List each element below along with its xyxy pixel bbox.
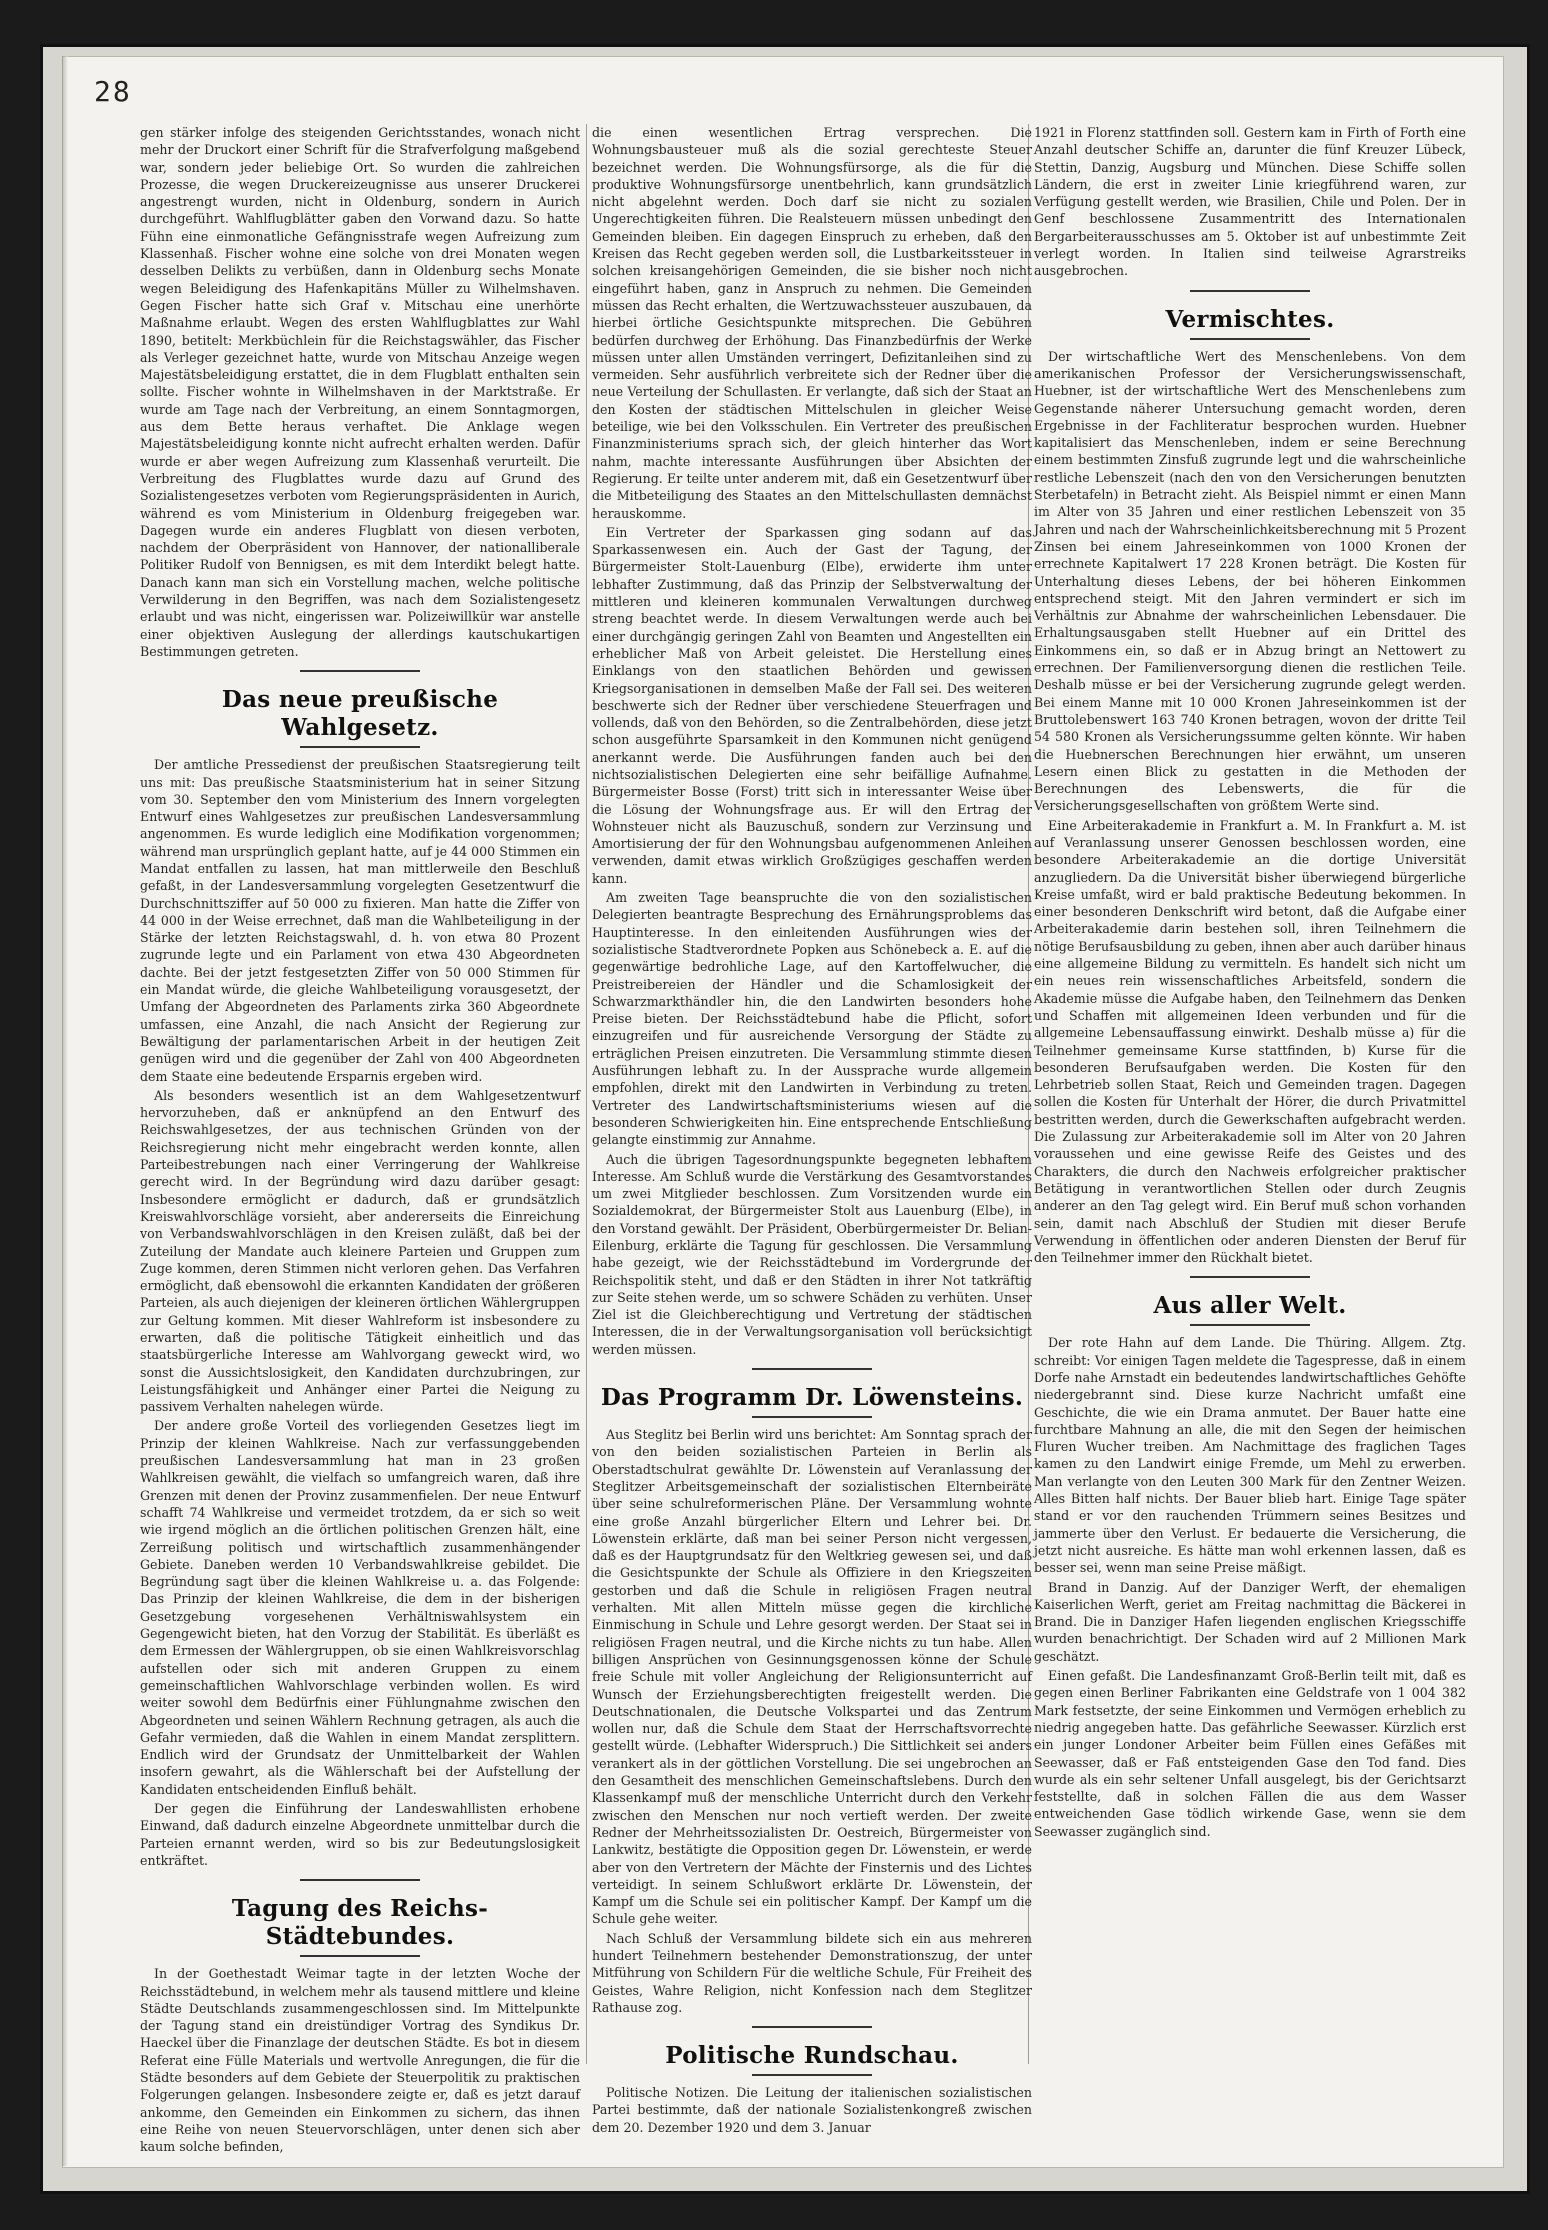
article-paragraph: Einen gefaßt. Die Landesfinanzamt Groß-Berlin teilt mit, daß es gegen einen Berliner Fabrikanten eine Geldstrafe von 1 004 382 Mark festsetzte, der seine Einkommen und Vermögen erheblich zu niedrig angegeben hatte. Das gefährliche Seewasser. Kürzlich erst ein junger Londoner Arbeiter beim Füllen eines Gefäßes mit Seewasser, daß er Faß entsteigenden Gase den Tod fand. Dies wurde als ein sehr seltener Unfall ausgelegt, bis der Gerichtsarzt feststellte, daß in solchen Fällen die aus dem Wasser entweichenden Gase tödlich wirkende Gase, wenn sie dem Seewasser zugänglich sind.	[1034, 1668, 1466, 1839]
column-2	[592, 124, 1032, 2135]
column-divider	[586, 124, 587, 2064]
article-paragraph: Aus Steglitz bei Berlin wird uns berichtet: Am Sonntag sprach der von den beiden sozialistischen Parteien in Berlin als Oberstadtschulrat gewählte Dr. Löwenstein auf Veranlassung der Steglitzer Arbeitsgemeinschaft der sozialistischen Elternbeiräte über seine schulreformerischen Pläne. Der Versammlung wohnte eine große Anzahl bürgerlicher Eltern und Lehrer bei. Dr. Löwenstein erklärte, daß man bei seiner Person nicht vergessen, daß es der Hauptgrundsatz für den Weltkrieg gewesen sei, und daß die Gesichtspunkte der Schule als Offiziere in den Kriegszeiten gestorben und daß die Schule in religiösen Fragen neutral verhalten. Mit allen Mitteln müsse gegen die kirchliche Einmischung in Schule und Lehre gesorgt werden. Der Staat sei in religiösen Fragen neutral, und die Kirche nichts zu tun habe. Allen billigen Ansprüchen von Gesinnungsgenossen könne der Schule freie Schule mit voller Angleichung der Religionsunterricht auf Wunsch der Erziehungsberechtigten freigestellt werden. Die Deutschnationalen, die Deutsche Volkspartei und das Zentrum wollen nur, daß die Schule dem Staat der Herrschaftsvorrechte gestellt würde. (Lebhafter Widerspruch.) Die Sittlichkeit sei anders verankert als in der göttlichen Vorstellung. Die sei ungebrochen an den Gesamtheit des menschlichen Gemeinschaftslebens. Durch den Klassenkampf muß der menschliche Unterricht durch den Verkehr zwischen den Menschen nur noch vertieft werden. Der zweite Redner der Mehrheitssozialisten Dr. Oestreich, Bürgermeister von Lankwitz, bestätigte die Opposition gegen Dr. Löwenstein, er werde aber von den Vertretern der Mächte der Finsternis und des Lichtes verteidigt. In seinem Schlußwort erklärte Dr. Löwenstein, der Kampf um die Schule sei ein politischer Kampf. Der Kampf um die Schule gehe weiter.	[592, 1427, 1032, 1927]
headline-rule	[1190, 338, 1310, 340]
article-paragraph: Der gegen die Einführung der Landeswahllisten erhobene Einwand, daß dadurch einzelne Abgeordnete unmittelbar durch die Parteien ernannt werden, wird so bis zur Bedeutungslosigkeit entkräftet.	[140, 1801, 580, 1868]
article-paragraph: Der rote Hahn auf dem Lande. Die Thüring. Allgem. Ztg. schreibt: Vor einigen Tagen meldete die Tagespresse, daß in einem Dorfe nahe Arnstadt ein bedeutendes landwirtschaftliches Gehöfte niedergebrannt sind. Diese kurze Nachricht umfaßt eine Geschichte, die wie ein Drama anmutet. Der Bauer hatte eine furchtbare Mahnung an alle, die mit den Segen der heimischen Fluren Wucher treiben. Am Nachmittage des fraglichen Tages kamen zu den Landwirt einige Fremde, um Mehl zu erwerben. Man verlangte von den Leuten 300 Mark für den Zentner Weizen. Alles Bitten half nichts. Der Bauer blieb hart. Einige Tage später stand er vor den rauchenden Trümmern seines Besitzes und jammerte über den Verlust. Er bedauerte die Versicherung, die jetzt nicht ausreiche. Es hätte man wohl erkennen lassen, daß es besser sei, wenn man seine Preise mäßigt.	[1034, 1335, 1466, 1576]
article-paragraph: Ein Vertreter der Sparkassen ging sodann auf das Sparkassenwesen ein. Auch der Gast der Tagung, der Bürgermeister Stolt-Lauenburg (Elbe), erwiderte ihm unter lebhafter Zustimmung, daß das Prinzip der Selbstverwaltung der mittleren und kleineren kommunalen Verwaltungen durchweg streng beachtet werde. In diesem Verwaltungen werde auch bei einer durchgängig geringen Zahl von Beamten und Angestellten ein erheblicher Maß von Arbeit geleistet. Die Herstellung eines Einklangs von den staatlichen Behörden und gewissen Kriegsorganisationen in demselben Maße der Fall sei. Des weiteren beschwerte sich der Redner über verschiedene Steuerfragen und vollends, daß von den Behörden, so die Zentralbehörden, diese jetzt schon ausgeführte Sparsamkeit in den Kommunen nicht genügend anerkannt werde. Die Ausführungen fanden auch bei den nichtsozialistischen Delegierten eine sehr beifällige Aufnahme. Bürgermeister Bosse (Forst) tritt sich in interessanter Weise über die Lösung der Wohnungsfrage aus. Er will den Ertrag der Wohnsteuer nicht als Bauzuschuß, sondern zur Verzinsung und Amortisierung der für den Wohnungsbau aufgenommenen Anleihen verwenden, damit etwas wirklich Großzügiges geschaffen werden kann.	[592, 524, 1032, 886]
headline-wahlgesetz: Das neue preußische Wahlgesetz.	[221, 686, 499, 742]
headline-vermischtes: Vermischtes.	[1165, 305, 1335, 333]
headline-rule	[752, 1416, 872, 1418]
headline-rundschau: Politische Rundschau.	[665, 2042, 959, 2070]
headline-rule	[1190, 1324, 1310, 1326]
article-paragraph: Politische Notizen. Die Leitung der italienischen sozialistischen Partei bestimmte, daß der nationale Sozialistenkongreß zwischen dem 20. Dezember 1920 und dem 3. Januar	[592, 2085, 1032, 2135]
article-paragraph: In der Goethestadt Weimar tagte in der letzten Woche der Reichsstädtebund, in welchem mehr als tausend mittlere und kleine Städte Deutschlands zusammengeschlossen sind. Im Mittelpunkte der Tagung stand ein dreistündiger Vortrag des Syndikus Dr. Haeckel über die Finanzlage der deutschen Städte. Es bot in diesem Referat eine Fülle Materials und wertvolle Anregungen, die für die Städte besonders auf dem Gebiete der Steuerpolitik zu praktischen Folgerungen gelangen. Insbesondere zeigte er, daß es jetzt darauf ankomme, den Gemeinden ein Einkommen zu sichern, das ihnen eine Reihe von neuen Steuervorschlägen, unter denen sich aber kaum solche befinden,	[140, 1966, 580, 2155]
article-paragraph: Nach Schluß der Versammlung bildete sich ein aus mehreren hundert Teilnehmern bestehender Demonstrationszug, der unter Mitführung von Schildern Für die weltliche Schule, Für Freiheit des Geistes, Wahre Religion, nicht Konfession nach dem Steglitzer Rathause zog.	[592, 1930, 1032, 2015]
headline-rule	[752, 1368, 872, 1370]
article-paragraph: Auch die übrigen Tagesordnungspunkte begegneten lebhaftem Interesse. Am Schluß wurde die Verstärkung des Gesamtvorstandes um zwei Mitglieder beschlossen. Zum Vorsitzenden wurde ein Sozialdemokrat, der Bürgermeister Stolt aus Lauenburg (Elbe), in den Vorstand gewählt. Der Präsident, Oberbürgermeister Dr. Belian-Eilenburg, erklärte die Tagung für geschlossen. Die Versammlung habe gezeigt, wie der Reichsstädtebund im Vordergrunde der Reichspolitik steht, und daß er den Städten in ihrer Not tatkräftig zur Seite stehen werde, um so schwere Schäden zu verhüten. Unser Ziel ist die Gleichberechtigung und Vertretung der städtischen Interessen, die in der Verwaltungsorganisation voll berücksichtigt werden müssen.	[592, 1151, 1032, 1357]
page-number: 28	[94, 75, 132, 108]
article-paragraph: Der andere große Vorteil des vorliegenden Gesetzes liegt im Prinzip der kleinen Wahlkreise. Nach zur verfassunggebenden preußischen Landesversammlung hat man in 23 großen Wahlkreisen gewählt, die vielfach so umfangreich waren, daß ihre Grenzen mit denen der Provinz zusammenfielen. Der neue Entwurf schafft 74 Wahlkreise und vermeidet trotzdem, da er sich so weit wie irgend möglich an die örtlichen politischen Grenzen hält, eine Zerreißung politisch und wirtschaftlich zusammenhängender Gebiete. Daneben werden 10 Verbandswahlkreise gebildet. Die Begründung sagt über die kleinen Wahlkreise u. a. das Folgende: Das Prinzip der kleinen Wahlkreise, die dem in der bisherigen Gesetzgebung vorgesehenen Verhältniswahlsystem ein Gegengewicht bieten, hat den Vorzug der Stabilität. Es überläßt es dem Ermessen der Wählergruppen, ob sie einen Wahlkreisvorschlag aufstellen oder sich mit anderen Gruppen zu einem gemeinschaftlichen Wahlvorschlage verbinden wollen. Es wird weiter sowohl dem Bedürfnis einer Fühlungnahme zwischen den Abgeordneten und seinen Wählern Rechnung getragen, als auch die Gefahr vermieden, daß die Wahlen in einem Mandat zersplittern. Endlich wird der Grundsatz der Unmittelbarkeit der Wahlen insofern gewahrt, als die Wählerschaft bei der Aufstellung der Kandidaten entscheidenden Einfluß behält.	[140, 1418, 580, 1797]
headline-rule	[752, 2026, 872, 2028]
article-paragraph: 1921 in Florenz stattfinden soll. Gestern kam in Firth of Forth eine Anzahl deutscher Schiffe an, darunter die fünf Kreuzer Lübeck, Stettin, Danzig, Augsburg und München. Diese Schiffe sollen Ländern, die erst in zweiter Linie kriegführend waren, zur Verfügung gestellt werden, wie Brasilien, Chile und Polen. Der in Genf beschlossene Zusammentritt des Internationalen Bergarbeiterausschusses am 5. Oktober ist auf unbestimmte Zeit verlegt worden. In Italien sind teilweise Agrarstreiks ausgebrochen.	[1034, 125, 1466, 279]
article-paragraph: Am zweiten Tage beanspruchte die von den sozialistischen Delegierten beantragte Besprechung des Ernährungsproblems das Hauptinteresse. In den einleitenden Ausführungen wies der sozialistische Stadtverordnete Popken aus Schönebeck a. E. auf die gegenwärtige bedrohliche Lage, auf den Kartoffelwucher, die Preistreibereien der Händler und die Schamlosigkeit der Schwarzmarkthändler hin, die den Landwirten besonders hohe Preise bieten. Der Reichsstädtebund habe die Pflicht, sofort einzugreifen und für ausreichende Versorgung der Städte zu erträglichen Preisen einzutreten. Die Versammlung stimmte diesen Ausführungen lebhaft zu. In der Aussprache wurde allgemein empfohlen, direkt mit den Landwirten in Verbindung zu treten. Vertreter des Landwirtschaftsministeriums wiesen auf die besonderen Schwierigkeiten hin. Eine entsprechende Entschließung gelangte einstimmig zur Annahme.	[592, 890, 1032, 1148]
headline-rule	[300, 746, 420, 748]
article-paragraph: Eine Arbeiterakademie in Frankfurt a. M. In Frankfurt a. M. ist auf Veranlassung unserer Genossen beschlossen worden, eine besondere Arbeiterakademie an die dortige Universität anzugliedern. Da die Universität bisher überwiegend bürgerliche Kreise umfaßt, wird er bald praktische Bedeutung bekommen. In einer besonderen Denkschrift wird betont, daß die Aufgabe einer Arbeiterakademie darin bestehen soll, ihren Teilnehmern die nötige Berufsausbildung zu geben, ihnen aber auch darüber hinaus eine allgemeine Bildung zu vermitteln. Es handelt sich nicht um ein neues rein wissenschaftliches Arbeitsfeld, sondern die Akademie müsse die Aufgabe haben, den Teilnehmern das Denken und Schaffen mit allgemeinen Ideen verbunden und für die allgemeine Lebensauffassung einwirkt. Deshalb müsse a) für die Teilnehmer gemeinsame Kurse stattfinden, b) Kurse für die besonderen Berufsaufgaben werden. Die Kosten für den Lehrbetrieb sollen Staat, Reich und Gemeinden tragen. Dagegen sollen die Kosten für Unterhalt der Hörer, die durch Privatmittel bestritten werden, durch die Gewerkschaften aufgebracht werden. Die Zulassung zur Arbeiterakademie soll im Alter von 20 Jahren voraussehen und eine gewisse Reife des Geistes und des Charakters, die durch den Nachweis erfolgreicher praktischer Betätigung in verantwortlichen Stellen oder durch Zeugnis anderer an den Tag gelegt wird. Ein Beruf muß schon vorhanden sein, damit nach Abschluß der Studien mit dieser Berufe Verwendung in öffentlichen oder anderen Diensten der Beruf für den Teilnehmer immer den Rückhalt bietet.	[1034, 817, 1466, 1266]
headline-rule	[752, 2074, 872, 2076]
article-paragraph: gen stärker infolge des steigenden Gerichtsstandes, wonach nicht mehr der Druckort einer Schrift für die Strafverfolgung maßgebend war, sondern jeder beliebige Ort. So wurden die zahlreichen Prozesse, die wegen Druckereizeugnisse aus unserer Druckerei angestrengt wurden, nicht in Oldenburg, sondern in Aurich durchgeführt. Wahlflugblätter gaben den Vorwand dazu. So hatte Fühn eine einmonatliche Gefängnisstrafe wegen Aufreizung zum Klassenhaß. Fischer wohne eine solche von drei Monaten wegen desselben Delikts zu verbüßen, dann in Oldenburg sechs Monate wegen Beleidigung des Hafenkapitäns Müller zu Wilhelmshaven. Gegen Fischer hatte sich Graf v. Mitschau eine unerhörte Maßnahme erlaubt. Wegen des ersten Wahlflugblattes zur Wahl 1890, betitelt: Merkbüchlein für die Reichstagswähler, das Fischer als Verleger gezeichnet hatte, wurde von Mitschau Anzeige wegen Majestätsbeleidigung erstattet, die in dem Flugblatt enthalten sein sollte. Fischer wohnte in Wilhelmshaven in der Marktstraße. Er wurde am Tage nach der Verbreitung, an einem Sonntagmorgen, aus dem Bette heraus verhaftet. Die Anklage wegen Majestätsbeleidigung konnte nicht aufrecht erhalten werden. Dafür wurde er aber wegen Aufreizung zum Klassenhaß verurteilt. Die Verbreitung des Flugblattes wurde dazu auf Grund des Sozialistengesetzes verboten vom Regierungspräsidenten in Aurich, während es vom Ministerium in Oldenburg freigegeben war. Dagegen wurde ein anderes Flugblatt von diesen verboten, nachdem der Oberpräsident von Hannover, der nationalliberale Politiker Rudolf von Bennigsen, es mit dem Interdikt belegt hatte. Danach kann man sich ein Vorstellung machen, welche politische Verwilderung in den Begriffen, was nach dem Sozialistengesetz erlaubt und was nicht, eingerissen war. Polizeiwillkür war anstelle einer objektiven Auslegung der allerdings kautschukartigen Bestimmungen getreten.	[140, 125, 580, 659]
headline-rule	[1190, 1276, 1310, 1278]
page-edge-shadow	[62, 56, 68, 2166]
headline-staedtebund: Tagung des Reichs-Städtebundes.	[231, 1895, 489, 1951]
headline-rule	[300, 1955, 420, 1957]
article-paragraph: die einen wesentlichen Ertrag versprechen. Die Wohnungsbausteuer muß als die sozial gerechteste Steuer bezeichnet werden. Die Wohnungsfürsorge, als die für die produktive Wohnungsfürsorge unentbehrlich, kann grundsätzlich nicht abgelehnt werden. Doch darf sie nicht zu sozialen Ungerechtigkeiten führen. Die Realsteuern müssen unbedingt den Gemeinden bleiben. Ein dagegen Einspruch zu erheben, daß den Kreisen das Recht gegeben werden soll, die Lustbarkeitssteuer in solchen kreisangehörigen Gemeinden, die sie bisher noch nicht eingeführt haben, ganz in Anspruch zu nehmen. Die Gemeinden müssen das Recht erhalten, die Wertzuwachssteuer auszubauen, da hierbei örtliche Gesichtspunkte mitsprechen. Die Gebühren bedürfen durchweg der Erhöhung. Das Finanzbedürfnis der Werke müssen unter allen Umständen verringert, Defizitanleihen sind zu vermeiden. Sehr ausführlich verbreitete sich der Redner über die neue Verteilung der Schullasten. Er verlangte, daß sich der Staat an den Kosten der städtischen Mittelschulen in gleicher Weise beteilige, wie bei den Volksschulen. Ein Vertreter des preußischen Finanzministeriums sprach sich, der gleich hinterher das Wort nahm, machte interessante Ausführungen über Absichten der Regierung. Er teilte unter anderem mit, daß ein Gesetzentwurf über die Mitbeteiligung des Staates an den Mittelschullasten demnächst herauskomme.	[592, 125, 1032, 521]
headline-rule	[300, 1879, 420, 1881]
headline-loewenstein: Das Programm Dr. Löwensteins.	[600, 1384, 1024, 1412]
headline-rule	[300, 670, 420, 672]
headline-rule	[1190, 290, 1310, 292]
article-paragraph: Als besonders wesentlich ist an dem Wahlgesetzentwurf hervorzuheben, daß er anknüpfend an den Entwurf des Reichswahlgesetzes, der aus technischen Gründen von der Reichsregierung nicht mehr eingebracht werden konnte, allen Parteibestrebungen nach einer Verringerung der Wahlkreise gerecht wird. In der Begründung wird dazu darüber gesagt: Insbesondere ermöglicht er dadurch, daß er grundsätzlich Kreiswahlvorschläge vorsieht, aber andererseits die Einreichung von Verbandswahlvorschlägen in den Kreisen zuläßt, daß bei der Zuteilung der Mandate auch kleinere Parteien und Gruppen zum Zuge kommen, deren Stimmen nicht verloren gehen. Das Verfahren ermöglicht, daß ebensowohl die erkannten Kandidaten der größeren Parteien, als auch diejenigen der kleineren örtlichen Wählergruppen zur Geltung kommen. Mit dieser Wahlreform ist insbesondere zu erwarten, daß die politische Tätigkeit einheitlich und das staatsbürgerliche Interesse am Wahlvorgang geweckt wird, wo sonst die Aussichtslosigkeit, den Kandidaten durchzubringen, zur Leistungsfähigkeit und Anhänger einer Partei die Neigung zu passivem Verhalten nahelegen würde.	[140, 1087, 580, 1415]
column-3	[1034, 124, 1466, 2064]
article-paragraph: Der amtliche Pressedienst der preußischen Staatsregierung teilt uns mit: Das preußische Staatsministerium hat in seiner Sitzung vom 30. September den vom Ministerium des Innern vorgelegten Entwurf eines Wahlgesetzes zur preußischen Landesversammlung angenommen. Es wurde lediglich eine Modifikation vorgenommen; während man ursprünglich geplant hatte, auf je 44 000 Stimmen ein Mandat entfallen zu lassen, hat man mittlerweile den Beschluß gefaßt, in der Landesversammlung vorgelegten Gesetzentwurf die Durchschnittsziffer auf 50 000 zu fixieren. Man hatte die Ziffer von 44 000 in der Weise errechnet, daß man die Wahlbeteiligung in der Stärke der letzten Reichstagswahl, d. h. von etwa 80 Prozent zugrunde legte und ein Parlament von etwa 430 Abgeordneten dachte. Bei der jetzt festgesetzten Ziffer von 50 000 Stimmen für ein Mandat würde, die gleiche Wahlbeteiligung vorausgesetzt, der Umfang der Abgeordneten des Parlaments zirka 360 Abgeordnete umfassen, eine Anzahl, die nach Ansicht der Regierung zur Bewältigung der parlamentarischen Arbeit in der heutigen Zeit genügen wird und die gegenüber der Zahl von 400 Abgeordneten dem Staate eine bedeutende Ersparnis ergeben wird.	[140, 757, 580, 1084]
column-1	[140, 124, 580, 2155]
article-paragraph: Brand in Danzig. Auf der Danziger Werft, der ehemaligen Kaiserlichen Werft, geriet am Freitag nachmittag die Bäckerei in Brand. Die in Danziger Hafen liegenden englischen Kriegsschiffe wurden benachrichtigt. Der Schaden wird auf 2 Millionen Mark geschätzt.	[1034, 1579, 1466, 1664]
headline-aus-aller-welt: Aus aller Welt.	[1153, 1292, 1347, 1320]
article-paragraph: Der wirtschaftliche Wert des Menschenlebens. Von dem amerikanischen Professor der Versicherungswissenschaft, Huebner, ist der wirtschaftliche Wert des Menschenlebens zum Gegenstande näherer Untersuchung gemacht worden, deren Ergebnisse in der Fachliteratur besprochen wurden. Huebner kapitalisiert das Menschenleben, indem er seine Berechnung einem bestimmten Zinsfuß zugrunde legt und die wahrscheinliche restliche Lebenszeit (nach den von den Versicherungen benutzten Sterbetafeln) in Betracht zieht. Als Beispiel nimmt er einen Mann im Alter von 35 Jahren und einer restlichen Lebenszeit von 35 Jahren und nach der Wahrscheinlichkeitsberechnung mit 5 Prozent Zinsen bei einem Jahreseinkommen von 1000 Kronen der errechnete Kapitalwert 17 228 Kronen beträgt. Die Kosten für Unterhaltung dieses Lebens, der bei höheren Einkommen entsprechend steigt. Mit den Jahren vermindert er sich im Verhältnis zur Abnahme der wahrscheinlichen Lebensdauer. Die Erhaltungsausgaben stellt Huebner auf ein Drittel des Einkommens ein, so daß er in Abzug bringt an Nettowert zu errechnen. Der Familienversorgung dienen die restlichen Teile. Deshalb müsse er bei der Versicherung zugrunde gelegt werden. Bei einem Manne mit 10 000 Kronen Jahreseinkommen ist der Bruttolebenswert 163 740 Kronen betragen, wovon der dritte Teil 54 580 Kronen als Versicherungssumme gelten könnte. Wir haben die Huebnerschen Berechnungen hier erwähnt, um unseren Lesern einen Blick zu gestatten in die Methoden der Berechnungen des Lebenswerts, die für die Versicherungsgesellschaften von größtem Werte sind.	[1034, 348, 1466, 814]
